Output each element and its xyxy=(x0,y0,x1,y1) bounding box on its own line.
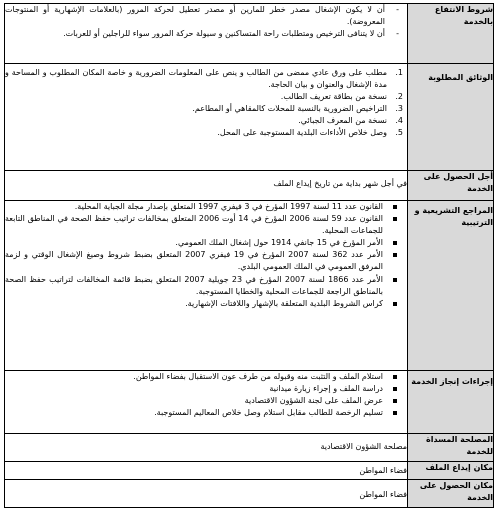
documents-row xyxy=(5,64,494,171)
deadline-label: أجل الحصول على الخدمة xyxy=(408,171,494,201)
document-item xyxy=(5,127,407,139)
reference-item: الأمر عدد 362 لسنة 2007 المؤرخ في 19 فيفري 2007 المتعلق بضبط شروط وصيغ الإشغال الوقتي و لزمة المرفق العمومي في الملك العمومي البلدي. xyxy=(5,249,407,273)
procedures-label: إجراءات إنجاز الخدمة xyxy=(408,371,494,434)
filing-place-label: مكان إيداع الملف xyxy=(408,462,494,480)
document-text: التراخيص الضرورية بالنسبة للمحلات كالمقاهي أو المطاعم. xyxy=(192,104,387,114)
reference-item: الأمر المؤرخ في 15 جانفي 1914 حول إشغال الملك العمومي. xyxy=(5,237,407,249)
deadline-value: في أجل شهر بداية من تاريخ إيداع الملف xyxy=(5,171,408,201)
conditions-label: شروط الانتفاع بالخدمة xyxy=(408,4,494,64)
document-text: وصل خلاص الأداءات البلدية المستوجبة على المحل. xyxy=(217,128,387,138)
procedures-list xyxy=(5,371,407,419)
reference-item: كراس الشروط البلدية المتعلقة بالإشهار واللافتات الإشهارية. xyxy=(5,298,407,310)
document-item xyxy=(5,115,407,127)
document-number: 2. xyxy=(395,92,403,102)
filing-place-value: فضاء المواطن xyxy=(5,462,408,480)
department-label: المصلحة المسداة للخدمة xyxy=(408,434,494,462)
condition-item: - أن لا يكون الإشغال مصدر خطر للمارين أو مصدر تعطيل لحركة المرور (بالعلامات الإشهارية أو المنتوجات المعروضة). xyxy=(5,4,407,28)
receiving-place-row xyxy=(5,480,494,508)
procedures-row xyxy=(5,371,494,434)
document-item xyxy=(5,67,407,91)
references-row xyxy=(5,201,494,371)
document-number: 4. xyxy=(395,116,403,126)
service-info-table xyxy=(4,3,494,508)
conditions-row xyxy=(5,4,494,64)
documents-label: الوثائق المطلوبة xyxy=(408,64,494,171)
document-number: 3. xyxy=(395,104,403,114)
document-text: نسخة من المعرف الجبائي. xyxy=(298,116,387,126)
reference-item: القانون عدد 11 لسنة 1997 المؤرخ في 3 فيفري 1997 المتعلق بإصدار مجلة الجباية المحلية. xyxy=(5,201,407,213)
document-text: نسخة من بطاقة تعريف الطالب. xyxy=(280,92,387,102)
reference-item: القانون عدد 59 لسنة 2006 المؤرخ في 14 أوت 2006 المتعلق بمخالفات تراتيب حفظ الصحة في المناطق التابعة للجماعات المحلية. xyxy=(5,213,407,237)
filing-place-row xyxy=(5,462,494,480)
documents-value xyxy=(5,64,408,171)
document-item xyxy=(5,91,407,103)
document-item xyxy=(5,103,407,115)
procedure-item: استلام الملف و التثبت منه وقبوله من طرف عون الاستقبال بفضاء المواطن. xyxy=(5,371,407,383)
documents-list xyxy=(5,67,407,140)
department-row xyxy=(5,434,494,462)
procedure-item: تسليم الرخصة للطالب مقابل استلام وصل خلاص المعاليم المستوجبة. xyxy=(5,407,407,419)
procedure-item: دراسة الملف و إجراء زيارة ميدانية xyxy=(5,383,407,395)
conditions-value xyxy=(5,4,408,64)
receiving-place-label: مكان الحصول على الخدمة xyxy=(408,480,494,508)
department-value: مصلحة الشؤون الاقتصادية xyxy=(5,434,408,462)
references-list xyxy=(5,201,407,310)
procedure-item: عرض الملف على لجنة الشؤون الاقتصادية xyxy=(5,395,407,407)
document-number: 1. xyxy=(395,68,403,77)
references-value xyxy=(5,201,408,371)
deadline-row xyxy=(5,171,494,201)
reference-item: الأمر عدد 1866 لسنة 2007 المؤرخ في 23 جويلية 2007 المتعلق بضبط قائمة المخالفات لتراتيب حفظ الصحة بالمناطق الراجعة للجماعات المحلية والخطايا المستوجبة. xyxy=(5,274,407,298)
document-number: 5. xyxy=(395,128,403,138)
document-text: مطلب على ورق عادي ممضى من الطالب و ينص على المعلومات الضرورية و خاصة المكان المطلوب و المساحة و مدة الإشغال والعنوان و بيان الحاجة. xyxy=(5,68,387,90)
procedures-value xyxy=(5,371,408,434)
conditions-list xyxy=(5,4,407,40)
receiving-place-value: فضاء المواطن xyxy=(5,480,408,508)
references-label: المراجع التشريعية و الترتيبية xyxy=(408,201,494,371)
condition-item: - أن لا يتنافى الترخيص ومتطلبات راحة المتساكنين و سيولة حركة المرور سواء للراجلين أو للعربات. xyxy=(5,28,407,40)
